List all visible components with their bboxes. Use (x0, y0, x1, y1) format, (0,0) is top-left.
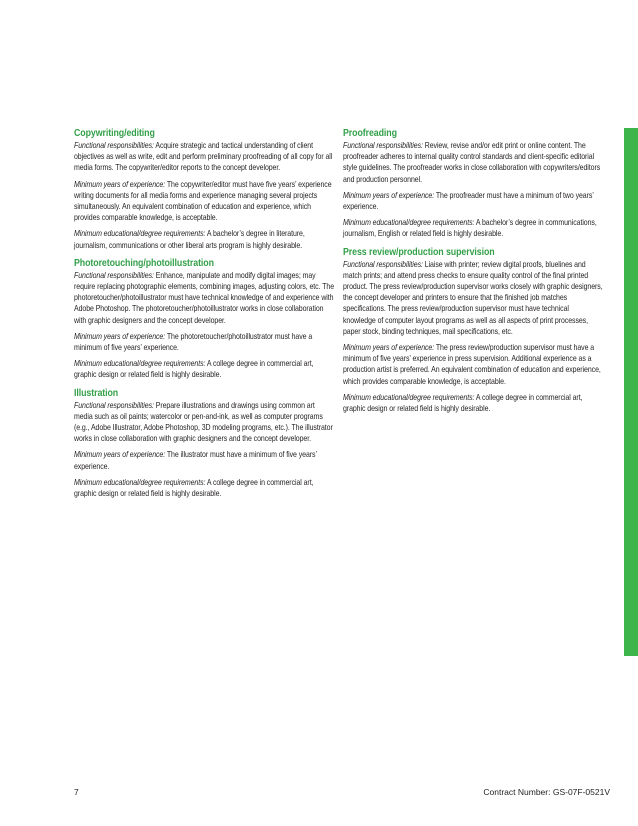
paragraph-label: Functional responsibilities: (74, 141, 154, 150)
paragraph-text: A college degree in commercial art, graphic design or related field is highly desirable. (74, 359, 314, 380)
paragraph-text: The photoretoucher/photoillustrator must have a minimum of five years’ experience. (74, 331, 313, 353)
section-heading: Proofreading (343, 128, 397, 139)
section-press-review-production-supervision (343, 247, 638, 415)
paragraph-label: Minimum educational/degree requirements: (74, 477, 206, 487)
green-edge-tab (624, 128, 638, 656)
paragraph-text: The copywriter/editor must have five years’ experience writing documents for all media forms and experience managing several projects simultaneously. An equivalent combination of education and experience, which provides comparable knowledge, is acceptable. (74, 179, 332, 223)
paragraph-label: Functional responsibilities: (74, 400, 154, 410)
section-photoretouching-photoillustration (74, 258, 374, 381)
section-heading: Photoretouching/photoillustration (74, 257, 214, 269)
paragraph-text: A bachelor’s degree in literature, journalism, communications or other liberal arts program is highly desirable. (74, 229, 305, 250)
section-paragraph (343, 342, 603, 387)
paragraph-label: Minimum educational/degree requirements: (74, 359, 206, 369)
paragraph-label: Minimum years of experience: (74, 331, 166, 341)
paragraph-text: Liaise with printer; review digital proofs, bluelines and match prints; and attend press checks to ensure quality control of the final printed product. The press review/production supervisor works closely with graphic designers, the concept developer and printers to ensure that the finished job matches specifications. The press review/production supervisor must have technical knowledge of computer layout programs as well as all aspects of print processes, paper stock, binding techniques, mail specifications, etc. (343, 259, 603, 336)
section-paragraph (74, 449, 334, 471)
section-paragraph (74, 228, 334, 250)
section-heading: Press review/production supervision (343, 246, 495, 258)
section-paragraph (74, 140, 334, 174)
page-number: 7 (74, 787, 79, 797)
section-paragraph (343, 140, 603, 185)
section-proofreading (343, 128, 638, 240)
paragraph-text: Prepare illustrations and drawings using common art media such as oil paints; watercolor or pen-and-ink, as well as computer programs (e.g., Adobe Illustrator, Adobe Photoshop, 3D modeling programs, etc.). The illustrator works in close collaboration with graphic designers and the concept developer. (74, 400, 333, 444)
paragraph-label: Minimum educational/degree requirements: (343, 392, 475, 402)
paragraph-label: Functional responsibilities: (343, 259, 423, 269)
section-paragraph (74, 179, 334, 224)
paragraph-text: Review, revise and/or edit print or online content. The proofreader adheres to internal quality control standards and client-specific editorial style guidelines. The proofreader works in close collaboration with copywriters/editors and production personnel. (343, 141, 601, 184)
section-paragraph (74, 331, 334, 353)
paragraph-text: Acquire strategic and tactical understanding of client objectives as well as write, edit and perform preliminary proofreading of all copy for all media forms. The copywriter/editor reports to the concept developer. (74, 141, 333, 173)
paragraph-label: Minimum years of experience: (343, 343, 435, 353)
paragraph-text: The illustrator must have a minimum of five years’ experience. (74, 450, 317, 471)
section-heading: Illustration (74, 387, 119, 399)
paragraph-text: Enhance, manipulate and modify digital images; may require replacing photographic elements, combining images, adjusting colors, etc. The photoretoucher/photoillustrator must have technical knowledge of and experience with Adobe Photoshop. The photoretoucher/photoillustrator works in close collaboration with graphic designers and the concept developer. (74, 270, 335, 325)
section-paragraph (74, 358, 334, 380)
left-column (74, 128, 374, 506)
paragraph-text: A bachelor’s degree in communications, journalism, English or related field is highly desirable. (343, 218, 597, 239)
section-paragraph (343, 259, 603, 337)
section-paragraph (343, 190, 603, 212)
section-paragraph (74, 270, 334, 326)
paragraph-label: Minimum years of experience: (74, 450, 166, 460)
paragraph-text: A college degree in commercial art, graphic design or related field is highly desirable. (74, 477, 314, 499)
section-heading: Copywriting/editing (74, 128, 155, 139)
right-column (343, 128, 638, 421)
paragraph-text: The press review/production supervisor must have a minimum of five years’ experience in press supervision. Additional experience as a production artist is preferred. An equivalent combination of education and experience, which provides comparable knowledge, is acceptable. (343, 343, 601, 386)
contract-number: Contract Number: GS-07F-0521V (483, 787, 610, 797)
section-illustration (74, 388, 374, 500)
section-copywriting-editing (74, 128, 374, 251)
paragraph-label: Minimum educational/degree requirements: (343, 218, 475, 228)
section-paragraph (343, 392, 603, 414)
paragraph-label: Functional responsibilities: (74, 270, 154, 280)
paragraph-text: The proofreader must have a minimum of two years’ experience. (343, 190, 594, 212)
section-paragraph (74, 477, 334, 499)
paragraph-label: Minimum educational/degree requirements: (74, 229, 206, 239)
paragraph-text: A college degree in commercial art, graphic design or related field is highly desirable. (343, 392, 583, 414)
section-paragraph (74, 400, 334, 445)
section-paragraph (343, 217, 603, 239)
paragraph-label: Minimum years of experience: (343, 190, 435, 200)
paragraph-label: Minimum years of experience: (74, 179, 166, 189)
paragraph-label: Functional responsibilities: (343, 141, 423, 150)
